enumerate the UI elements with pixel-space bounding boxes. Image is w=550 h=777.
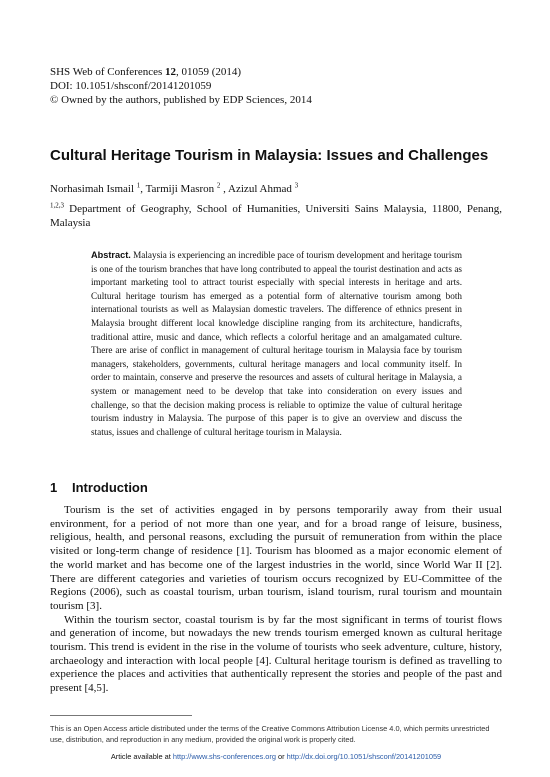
author-list: Norhasimah Ismail $^1$, Tarmiji Masron $^2$ , Azizul Ahmad $^3$ — [50, 181, 299, 195]
paragraph: Tourism is the set of activities engaged in by persons temporarily away from their usual environment, for a period of not more than one year, and for a broad range of leisure, business, religious, health, and personal reasons, excluding the pursuit of remuneration from within the place visited or long-term change of residence [1]. Tourism has bloomed as a major economic element of the world market and has become one of the largest industries in the world, since World War II [2]. There are different categories and varieties of tourism occurs recognized by EU-Committee of the Regions (2006), such as coastal tourism, urban tourism, island tourism, rural tourism and mountain tourism [3]. — [50, 504, 502, 612]
journal-volume: 12 — [165, 66, 177, 78]
abstract — [91, 249, 462, 439]
doi-link[interactable]: http://dx.doi.org/10.1051/shsconf/20141201059 — [286, 752, 442, 761]
journal-citation: SHS Web of Conferences 12, 01059 (2014) — [50, 66, 242, 78]
footer-divider — [50, 715, 192, 716]
section-title: Introduction — [72, 480, 148, 495]
paper-title: Cultural Heritage Tourism in Malaysia: Issues and Challenges — [50, 147, 489, 164]
section-heading — [50, 480, 350, 496]
conference-link[interactable]: http://www.shs-conferences.org — [172, 752, 276, 761]
doi-line: DOI: 10.1051/shsconf/20141201059 — [50, 80, 212, 92]
journal-header — [50, 65, 500, 107]
section-number: 1 — [50, 480, 58, 495]
affiliation: $^{1,2,3}$ Department of Geography, School of Humanities, Universiti Sains Malaysia, 11800, Penang, Malaysia — [50, 201, 502, 229]
copyright-line: © Owned by the authors, published by EDP Sciences, 2014 — [50, 94, 312, 106]
paragraph: Within the tourism sector, coastal tourism is by far the most significant in terms of tourist flows and generation of income, but nowadays the new trends tourism emerged known as cultural heritage tourism. This trend is evident in the rise in the volume of tourists who seek adventure, culture, history, archaeology and interaction with local people [4]. Cultural heritage tourism is defined as travelling to experience the places and activities that authentically represent the stories and people of the past and present [4,5]. — [50, 613, 502, 695]
abstract-text: Malaysia is experiencing an incredible pace of tourism development and heritage tourism is one of the tourism branches that have long contributed to appeal the tourist destination and acts as important marketing tool to attract tourist especially with special interests in heritage and arts. Cultural heritage tourism has emerged as a potential form of alternative tourism among both international tourists as well as Malaysian domestic travelers. The difference of ethnics present in Malaysia brought different local knowledge discipline ranging from its architecture, handicrafts, traditional attire, music and dance, which reflects a colorful heritage and an amalgamated culture. There are arise of conflict in management of cultural heritage tourism in Malaysia face by tourism managers, stakeholders, governments, cultural heritage managers and local community itself. In order to maintain, conserve and preserve the resources and assets of cultural heritage in Malaysia, a system or management need to be develop that take into consideration on every issues and challenge, so that the decision making process is reliable to optimize the value of cultural heritage tourism industry in Malaysia. The purpose of this paper is to give an overview and discuss the status, issues and challenge of cultural heritage tourism in Malaysia. — [91, 250, 462, 437]
article-availability: Article available at http://www.shs-conferences.org or http://dx.doi.org/10.1051/shsconf/20141201059 — [110, 752, 442, 761]
license-notice: This is an Open Access article distributed under the terms of the Creative Commons Attribution License 4.0, which permits unrestricted use, distribution, and reproduction in any medium, provided the original work is properly cited. — [50, 724, 490, 744]
abstract-label: Abstract. — [91, 250, 131, 260]
body-text — [50, 504, 502, 696]
